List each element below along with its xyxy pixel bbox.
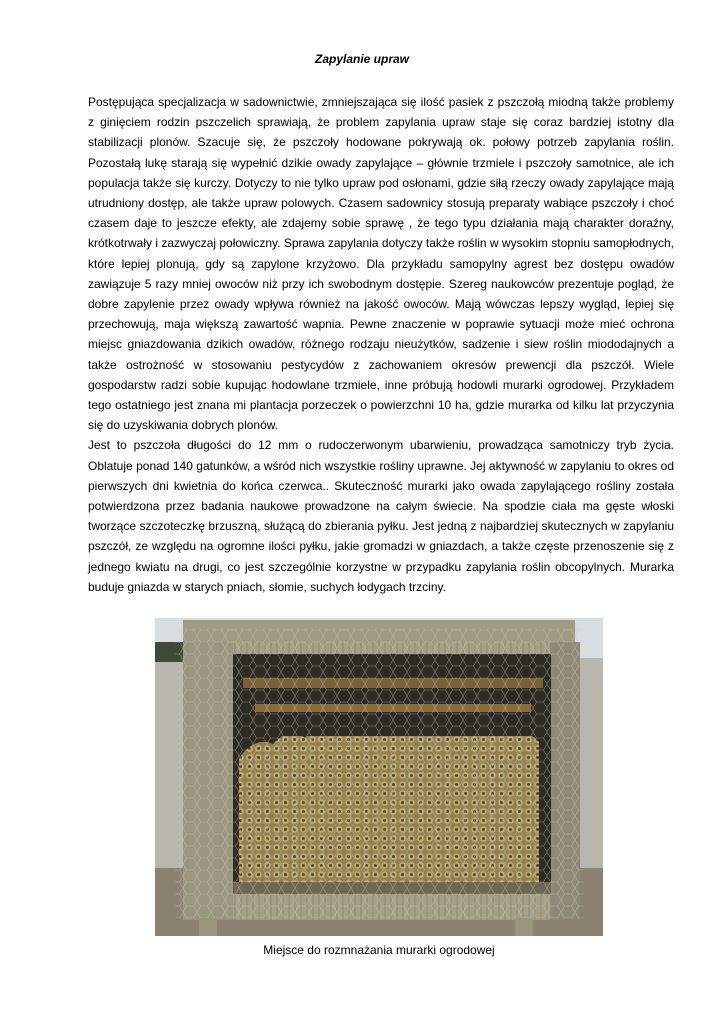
paragraph-2: Jest to pszczoła długości do 12 mm o rudoczerwonym ubarwieniu, prowadząca samotniczy tryb życia. Oblatuje ponad 140 gatunków, a wśród nich wszystkie rośliny uprawne. Jej aktywność w zapylaniu to okres od pierwszych dni kwietnia do końca czerwca.. Skuteczność murarki jako owada zapylającego rośliny została potwierdzona przez badania naukowe prowadzone na całym świecie. Na spodzie ciała ma gęste włoski tworzące szczoteczkę brzuszną, służącą do zbierania pyłku. Jest jedną z najbardziej skutecznych w zapylaniu pszczół, ze względu na ogromne ilości pyłku, jakie gromadzi w gniazdach, a także częste przenoszenie się z jednego kwiatu na drugi, co jest szczególnie korzystne w przypadku zapylania roślin obcopylnych. Murarka buduje gniazda w starych pniach, słomie, suchych łodygach trzciny. <box>88 438 674 594</box>
page-title: Zapylanie upraw <box>314 52 410 66</box>
figure-caption: Miejsce do rozmnażania murarki ogrodowej <box>263 943 495 957</box>
bee-nesting-box-photo <box>155 618 603 936</box>
body-text <box>88 92 674 597</box>
paragraph-1: Postępująca specjalizacja w sadownictwie, zmniejszająca się ilość pasiek z pszczołą miodną także problemy z ginięciem rodzin pszczelich sprawiają, że problem zapylania upraw staje się coraz bardziej istotny dla stabilizacji plonów. Szacuje się, że pszczoły hodowane pokrywają ok. połowy potrzeb zapylania roślin. Pozostałą lukę starają się wypełnić dzikie owady zapylające – głównie trzmiele i pszczoły samotnice, ale ich populacja także się kurczy. Dotyczy to nie tylko upraw pod osłonami, gdzie siłą rzeczy owady zapylające mają utrudniony dostęp, ale także upraw polowych. Czasem sadownicy stosują preparaty wabiące pszczoły i choć czasem daje to jeszcze efekty, ale zdajemy sobie sprawę , że tego typu działania mają charakter doraźny, krótkotrwały i zazwyczaj połowiczny. Sprawa zapylania dotyczy także roślin w wysokim stopniu samopłodnych, które lepiej plonują, gdy są zapylone krzyżowo. Dla przykładu samopylny agrest bez dostępu owadów zawiązuje 5 razy mniej owoców niż przy ich swobodnym dostępie. Szereg naukowców prezentuje pogląd, że dobre zapylenie przez owady wpływa również na jakość owoców. Mają wówczas lepszy wygląd, lepiej się przechowują, maja większą zawartość wapnia. Pewne znaczenie w poprawie sytuacji może mieć ochrona miejsc gniazdowania dzikich owadów, różnego rodzaju nieużytków, sadzenie i siew roślin miododajnych a także ostrożność w stosowaniu pestycydów z zachowaniem okresów prewencji dla pszczół. Wiele gospodarstw radzi sobie kupując hodowlane trzmiele, inne próbują hodowli murarki ogrodowej. Przykładem tego ostatniego jest znana mi plantacja porzeczek o powierzchni 10 ha, gdzie murarka od kilku lat przyczynia się do uzyskiwania dobrych plonów. <box>88 95 675 433</box>
